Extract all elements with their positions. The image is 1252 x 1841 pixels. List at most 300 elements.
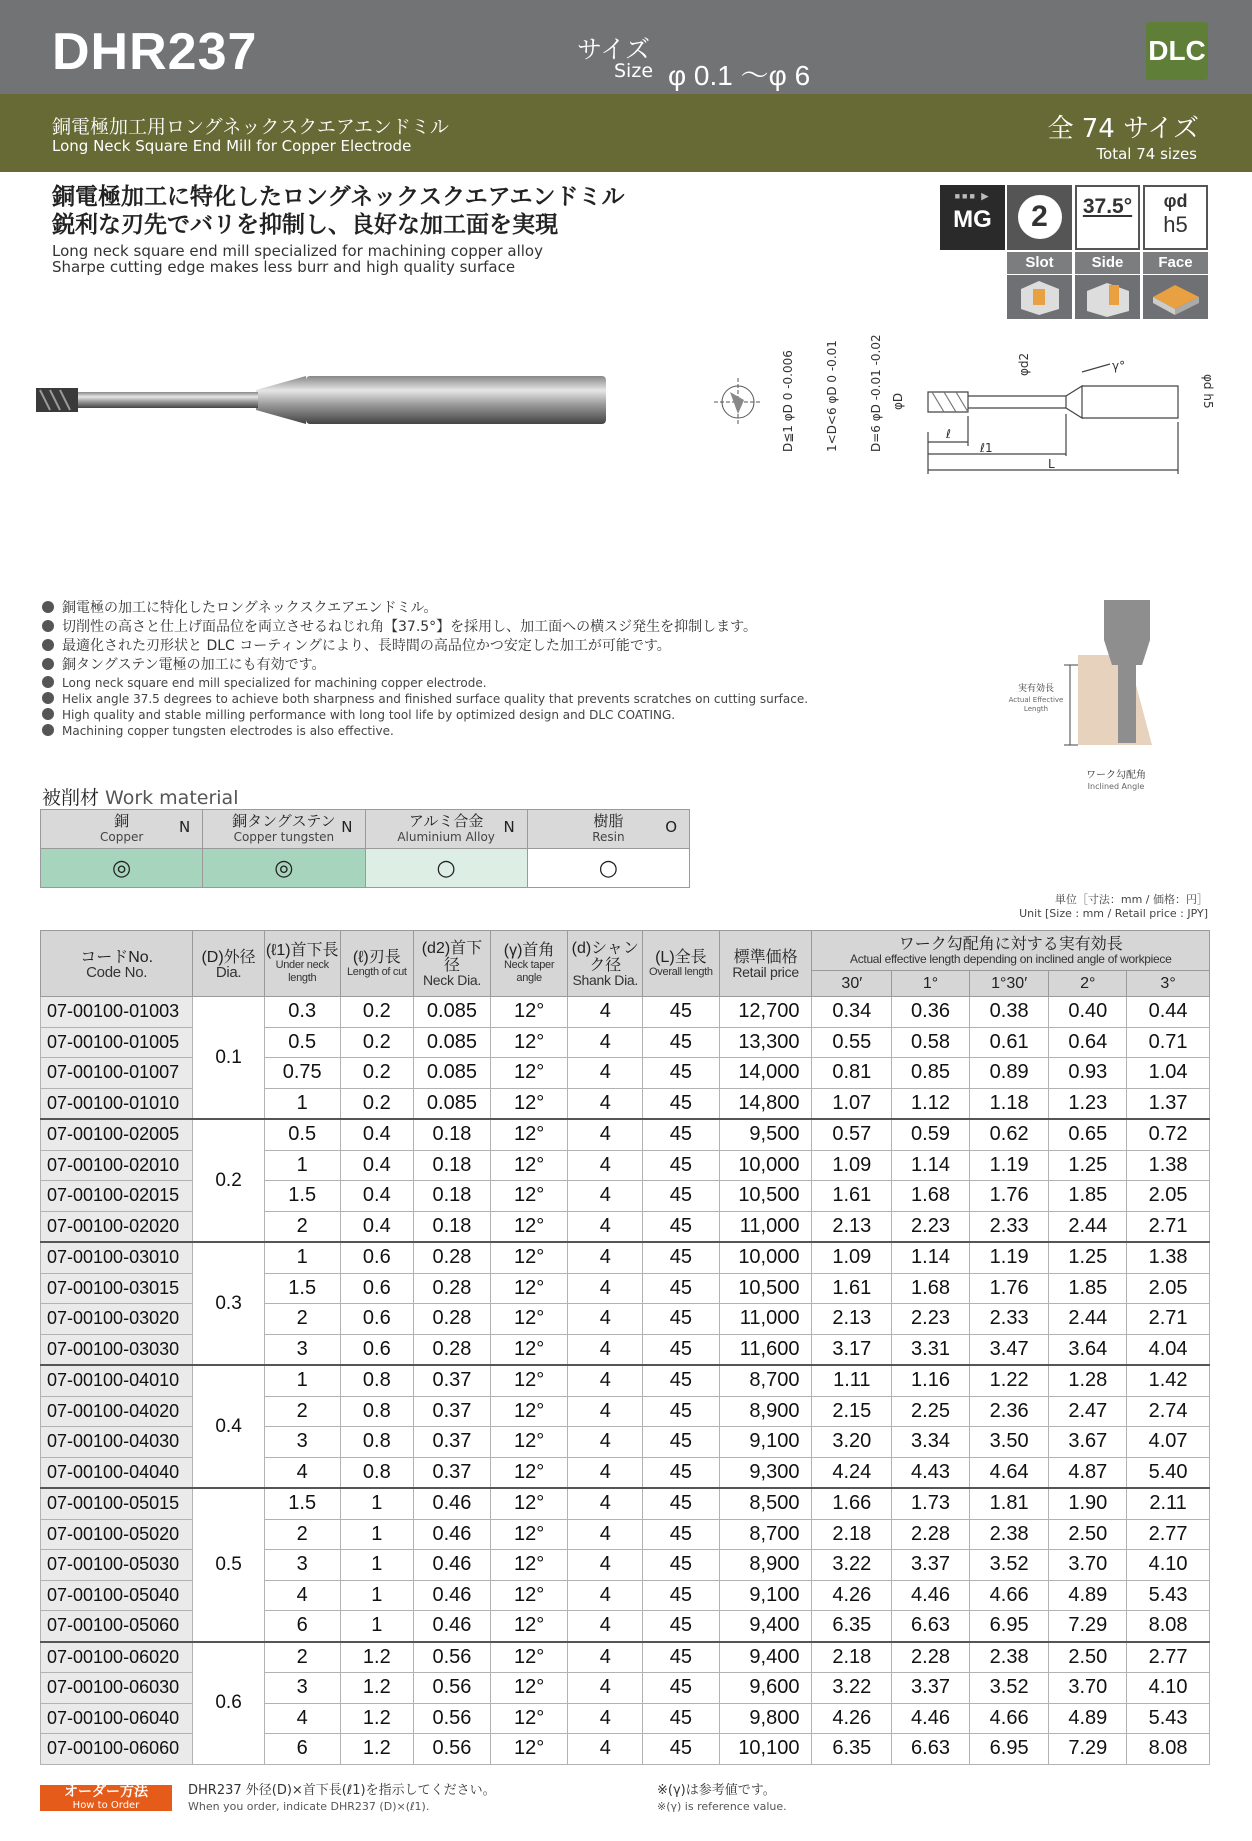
value-cell: 12° bbox=[490, 1580, 568, 1611]
value-cell: 4 bbox=[568, 1058, 643, 1089]
value-cell: 0.2 bbox=[340, 1027, 414, 1058]
value-cell: 45 bbox=[643, 1058, 720, 1089]
value-cell: 0.40 bbox=[1049, 997, 1127, 1028]
value-cell: 0.37 bbox=[414, 1427, 491, 1458]
inset-angle-en: Inclined Angle bbox=[1087, 782, 1145, 791]
size-range: φ 0.1 〜φ 6 bbox=[668, 60, 811, 91]
value-cell: 7.29 bbox=[1049, 1734, 1127, 1765]
value-cell: 3 bbox=[264, 1550, 340, 1581]
value-cell: 4 bbox=[568, 1734, 643, 1765]
face-label: Face bbox=[1143, 252, 1208, 274]
value-cell: 1 bbox=[340, 1550, 414, 1581]
value-cell: 0.56 bbox=[414, 1703, 491, 1734]
product-name-en: Long Neck Square End Mill for Copper Electrode bbox=[52, 137, 412, 155]
value-cell: 0.28 bbox=[414, 1242, 491, 1273]
value-cell: 3.70 bbox=[1049, 1550, 1127, 1581]
feature-jp-3: 最適化された刃形状と DLC コーティングにより、長時間の高品位かつ安定した加工が可能です。 bbox=[42, 637, 808, 656]
value-cell: 8.08 bbox=[1127, 1734, 1210, 1765]
price-cell: 9,100 bbox=[719, 1580, 812, 1611]
value-cell: 1 bbox=[340, 1519, 414, 1550]
value-cell: 4.26 bbox=[812, 1703, 892, 1734]
col-code: コードNo. Code No. bbox=[41, 931, 193, 997]
table-row bbox=[41, 1488, 1210, 1519]
value-cell: 12° bbox=[490, 1734, 568, 1765]
value-cell: 45 bbox=[643, 1488, 720, 1519]
dia-cell: 0.5 bbox=[193, 1488, 265, 1642]
value-cell: 0.18 bbox=[414, 1150, 491, 1181]
value-cell: 4 bbox=[568, 1027, 643, 1058]
dim-gamma: γ° bbox=[1112, 359, 1126, 373]
code-cell: 07-00100-02005 bbox=[41, 1119, 193, 1150]
value-cell: 6 bbox=[264, 1734, 340, 1765]
value-cell: 6.35 bbox=[812, 1734, 892, 1765]
value-cell: 2.74 bbox=[1127, 1396, 1210, 1427]
value-cell: 2 bbox=[264, 1304, 340, 1335]
col-price: 標準価格 Retail price bbox=[719, 931, 812, 997]
value-cell: 1.04 bbox=[1127, 1058, 1210, 1089]
value-cell: 3.70 bbox=[1049, 1673, 1127, 1704]
value-cell: 4 bbox=[568, 1427, 643, 1458]
price-cell: 9,400 bbox=[719, 1611, 812, 1642]
value-cell: 45 bbox=[643, 1273, 720, 1304]
value-cell: 0.5 bbox=[264, 1119, 340, 1150]
value-cell: 1.61 bbox=[812, 1181, 892, 1212]
value-cell: 0.75 bbox=[264, 1058, 340, 1089]
value-cell: 0.65 bbox=[1049, 1119, 1127, 1150]
table-row bbox=[41, 1242, 1210, 1273]
value-cell: 2.47 bbox=[1049, 1396, 1127, 1427]
price-cell: 8,700 bbox=[719, 1519, 812, 1550]
value-cell: 4.66 bbox=[969, 1703, 1049, 1734]
table-row bbox=[41, 1119, 1210, 1150]
value-cell: 3.52 bbox=[969, 1550, 1049, 1581]
price-cell: 11,000 bbox=[719, 1211, 812, 1242]
dim-dh5: φd h5 bbox=[1201, 374, 1215, 409]
value-cell: 6 bbox=[264, 1611, 340, 1642]
face-icon bbox=[1143, 275, 1208, 319]
value-cell: 12° bbox=[490, 1119, 568, 1150]
work-material-rating: ◎ bbox=[203, 849, 365, 888]
feature-en-4: Machining copper tungsten electrodes is also effective. bbox=[42, 723, 808, 739]
value-cell: 1.66 bbox=[812, 1488, 892, 1519]
price-cell: 11,000 bbox=[719, 1304, 812, 1335]
work-material-rating: ◎ bbox=[41, 849, 203, 888]
price-cell: 10,500 bbox=[719, 1273, 812, 1304]
headline-en bbox=[52, 243, 543, 275]
col-angle-30min: 30′ bbox=[812, 971, 892, 997]
work-material-rating: ○ bbox=[365, 849, 527, 888]
price-cell: 10,000 bbox=[719, 1150, 812, 1181]
code-cell: 07-00100-06060 bbox=[41, 1734, 193, 1765]
value-cell: 3.22 bbox=[812, 1673, 892, 1704]
value-cell: 0.8 bbox=[340, 1457, 414, 1488]
tool-photo bbox=[36, 358, 616, 448]
col-overall-length: (L)全長 Overall length bbox=[643, 931, 720, 997]
code-cell: 07-00100-04030 bbox=[41, 1427, 193, 1458]
value-cell: 0.62 bbox=[969, 1119, 1049, 1150]
value-cell: 1.25 bbox=[1049, 1242, 1127, 1273]
value-cell: 45 bbox=[643, 1734, 720, 1765]
value-cell: 4.87 bbox=[1049, 1457, 1127, 1488]
value-cell: 5.43 bbox=[1127, 1703, 1210, 1734]
code-cell: 07-00100-02010 bbox=[41, 1150, 193, 1181]
feature-en-3: High quality and stable milling performance with long tool life by optimized design and DLC COATING. bbox=[42, 707, 808, 723]
value-cell: 4 bbox=[568, 1181, 643, 1212]
col-angle-3deg: 3° bbox=[1127, 971, 1210, 997]
flute-count-icon: 2 bbox=[1007, 185, 1072, 250]
value-cell: 4 bbox=[568, 1673, 643, 1704]
value-cell: 1.85 bbox=[1049, 1273, 1127, 1304]
value-cell: 0.8 bbox=[340, 1396, 414, 1427]
value-cell: 2.77 bbox=[1127, 1519, 1210, 1550]
value-cell: 4.46 bbox=[892, 1580, 970, 1611]
price-cell: 11,600 bbox=[719, 1334, 812, 1365]
value-cell: 2.05 bbox=[1127, 1181, 1210, 1212]
value-cell: 0.46 bbox=[414, 1580, 491, 1611]
value-cell: 0.28 bbox=[414, 1273, 491, 1304]
value-cell: 4 bbox=[568, 997, 643, 1028]
value-cell: 0.59 bbox=[892, 1119, 970, 1150]
effective-length-diagram bbox=[1000, 595, 1200, 795]
value-cell: 0.18 bbox=[414, 1181, 491, 1212]
work-material-header: 銅 Copper N bbox=[41, 810, 203, 849]
value-cell: 12° bbox=[490, 1027, 568, 1058]
value-cell: 0.5 bbox=[264, 1027, 340, 1058]
value-cell: 0.34 bbox=[812, 997, 892, 1028]
value-cell: 0.64 bbox=[1049, 1027, 1127, 1058]
value-cell: 1.5 bbox=[264, 1273, 340, 1304]
value-cell: 12° bbox=[490, 1488, 568, 1519]
value-cell: 0.4 bbox=[340, 1119, 414, 1150]
value-cell: 2.15 bbox=[812, 1396, 892, 1427]
value-cell: 1.76 bbox=[969, 1273, 1049, 1304]
headline bbox=[52, 183, 624, 239]
dim-L: L bbox=[1048, 457, 1055, 471]
price-cell: 8,700 bbox=[719, 1365, 812, 1396]
feature-list bbox=[42, 599, 808, 739]
value-cell: 2.50 bbox=[1049, 1519, 1127, 1550]
col-under-neck: (ℓ1)首下長 Under neck length bbox=[264, 931, 340, 997]
value-cell: 45 bbox=[643, 1242, 720, 1273]
value-cell: 45 bbox=[643, 1642, 720, 1673]
value-cell: 45 bbox=[643, 1181, 720, 1212]
value-cell: 4.10 bbox=[1127, 1550, 1210, 1581]
value-cell: 2.28 bbox=[892, 1642, 970, 1673]
value-cell: 2.05 bbox=[1127, 1273, 1210, 1304]
value-cell: 1.18 bbox=[969, 1088, 1049, 1119]
value-cell: 0.085 bbox=[414, 1058, 491, 1089]
value-cell: 4 bbox=[568, 1519, 643, 1550]
price-cell: 9,400 bbox=[719, 1642, 812, 1673]
value-cell: 1.28 bbox=[1049, 1365, 1127, 1396]
value-cell: 3 bbox=[264, 1334, 340, 1365]
code-cell: 07-00100-05015 bbox=[41, 1488, 193, 1519]
value-cell: 0.56 bbox=[414, 1673, 491, 1704]
size-label-jp: サイズ bbox=[577, 35, 651, 64]
value-cell: 4 bbox=[568, 1242, 643, 1273]
value-cell: 45 bbox=[643, 1211, 720, 1242]
value-cell: 6.35 bbox=[812, 1611, 892, 1642]
value-cell: 2.44 bbox=[1049, 1211, 1127, 1242]
value-cell: 0.85 bbox=[892, 1058, 970, 1089]
slot-label: Slot bbox=[1007, 252, 1072, 274]
value-cell: 4 bbox=[568, 1088, 643, 1119]
value-cell: 2 bbox=[264, 1642, 340, 1673]
side-label: Side bbox=[1075, 252, 1140, 274]
value-cell: 4 bbox=[568, 1119, 643, 1150]
product-name-jp: 銅電極加工用ロングネックスクエアエンドミル bbox=[52, 116, 449, 138]
value-cell: 12° bbox=[490, 1058, 568, 1089]
code-cell: 07-00100-04010 bbox=[41, 1365, 193, 1396]
value-cell: 2.33 bbox=[969, 1211, 1049, 1242]
value-cell: 0.2 bbox=[340, 1058, 414, 1089]
value-cell: 4.24 bbox=[812, 1457, 892, 1488]
value-cell: 4 bbox=[568, 1703, 643, 1734]
headline-en-line-1: Long neck square end mill specialized for machining copper alloy bbox=[52, 242, 543, 260]
col-cut-length: (ℓ)刃長 Length of cut bbox=[340, 931, 414, 997]
value-cell: 0.38 bbox=[969, 997, 1049, 1028]
price-cell: 8,900 bbox=[719, 1550, 812, 1581]
value-cell: 45 bbox=[643, 1611, 720, 1642]
value-cell: 45 bbox=[643, 997, 720, 1028]
value-cell: 4.66 bbox=[969, 1580, 1049, 1611]
value-cell: 2 bbox=[264, 1519, 340, 1550]
value-cell: 4.07 bbox=[1127, 1427, 1210, 1458]
value-cell: 3.31 bbox=[892, 1334, 970, 1365]
price-cell: 8,900 bbox=[719, 1396, 812, 1427]
value-cell: 3.50 bbox=[969, 1427, 1049, 1458]
total-sizes-en: Total 74 sizes bbox=[1096, 145, 1197, 163]
table-row bbox=[41, 997, 1210, 1028]
value-cell: 12° bbox=[490, 1427, 568, 1458]
value-cell: 4 bbox=[568, 1642, 643, 1673]
value-cell: 1.19 bbox=[969, 1150, 1049, 1181]
value-cell: 0.6 bbox=[340, 1242, 414, 1273]
value-cell: 1.09 bbox=[812, 1242, 892, 1273]
value-cell: 4 bbox=[568, 1488, 643, 1519]
value-cell: 4 bbox=[264, 1457, 340, 1488]
value-cell: 4 bbox=[264, 1580, 340, 1611]
value-cell: 6.63 bbox=[892, 1734, 970, 1765]
value-cell: 0.2 bbox=[340, 1088, 414, 1119]
value-cell: 2.23 bbox=[892, 1211, 970, 1242]
dia-cell: 0.3 bbox=[193, 1242, 265, 1365]
product-table bbox=[40, 930, 1210, 1765]
unit-note: 単位［寸法：mm / 価格：円］ Unit [Size : mm / Retail price : JPY] bbox=[1019, 893, 1208, 920]
value-cell: 0.57 bbox=[812, 1119, 892, 1150]
reference-note: ※(γ)は参考値です。 ※(γ) is reference value. bbox=[657, 1783, 787, 1813]
how-to-order-badge: オーダー方法 How to Order bbox=[40, 1785, 172, 1811]
mg-icon: ■■■ ▶ MG bbox=[940, 185, 1005, 250]
value-cell: 2.11 bbox=[1127, 1488, 1210, 1519]
value-cell: 5.40 bbox=[1127, 1457, 1210, 1488]
value-cell: 0.28 bbox=[414, 1304, 491, 1335]
value-cell: 4 bbox=[568, 1273, 643, 1304]
value-cell: 12° bbox=[490, 1304, 568, 1335]
inset-angle-jp: ワーク勾配角 bbox=[1086, 770, 1146, 781]
code-cell: 07-00100-04020 bbox=[41, 1396, 193, 1427]
value-cell: 2.25 bbox=[892, 1396, 970, 1427]
value-cell: 7.29 bbox=[1049, 1611, 1127, 1642]
price-cell: 12,700 bbox=[719, 997, 812, 1028]
code-cell: 07-00100-01010 bbox=[41, 1088, 193, 1119]
value-cell: 6.63 bbox=[892, 1611, 970, 1642]
inset-eff-en1: Actual Effective bbox=[1008, 696, 1064, 704]
code-cell: 07-00100-03015 bbox=[41, 1273, 193, 1304]
value-cell: 3.17 bbox=[812, 1334, 892, 1365]
value-cell: 4.26 bbox=[812, 1580, 892, 1611]
value-cell: 0.61 bbox=[969, 1027, 1049, 1058]
value-cell: 0.3 bbox=[264, 997, 340, 1028]
value-cell: 0.37 bbox=[414, 1365, 491, 1396]
value-cell: 45 bbox=[643, 1580, 720, 1611]
value-cell: 1 bbox=[340, 1488, 414, 1519]
value-cell: 45 bbox=[643, 1150, 720, 1181]
value-cell: 1 bbox=[264, 1242, 340, 1273]
value-cell: 4.10 bbox=[1127, 1673, 1210, 1704]
price-cell: 9,300 bbox=[719, 1457, 812, 1488]
code-cell: 07-00100-03010 bbox=[41, 1242, 193, 1273]
value-cell: 0.8 bbox=[340, 1427, 414, 1458]
value-cell: 3.47 bbox=[969, 1334, 1049, 1365]
work-material-rating: ○ bbox=[527, 849, 689, 888]
value-cell: 2.71 bbox=[1127, 1304, 1210, 1335]
value-cell: 12° bbox=[490, 1642, 568, 1673]
value-cell: 3.20 bbox=[812, 1427, 892, 1458]
price-cell: 9,600 bbox=[719, 1673, 812, 1704]
value-cell: 1.38 bbox=[1127, 1150, 1210, 1181]
value-cell: 5.43 bbox=[1127, 1580, 1210, 1611]
value-cell: 4 bbox=[568, 1304, 643, 1335]
value-cell: 0.72 bbox=[1127, 1119, 1210, 1150]
value-cell: 1.2 bbox=[340, 1734, 414, 1765]
value-cell: 3 bbox=[264, 1673, 340, 1704]
value-cell: 0.085 bbox=[414, 1088, 491, 1119]
value-cell: 1.14 bbox=[892, 1242, 970, 1273]
value-cell: 1.5 bbox=[264, 1181, 340, 1212]
value-cell: 0.46 bbox=[414, 1611, 491, 1642]
value-cell: 1.2 bbox=[340, 1642, 414, 1673]
table-row bbox=[41, 1365, 1210, 1396]
dimension-drawing bbox=[710, 334, 1215, 490]
value-cell: 45 bbox=[643, 1427, 720, 1458]
value-cell: 3.22 bbox=[812, 1550, 892, 1581]
price-cell: 13,300 bbox=[719, 1027, 812, 1058]
dlc-badge: DLC bbox=[1146, 22, 1208, 80]
value-cell: 0.55 bbox=[812, 1027, 892, 1058]
price-cell: 14,000 bbox=[719, 1058, 812, 1089]
value-cell: 12° bbox=[490, 1088, 568, 1119]
value-cell: 6.95 bbox=[969, 1611, 1049, 1642]
value-cell: 4 bbox=[568, 1611, 643, 1642]
dim-l: ℓ bbox=[946, 427, 951, 441]
value-cell: 1.76 bbox=[969, 1181, 1049, 1212]
code-cell: 07-00100-05040 bbox=[41, 1580, 193, 1611]
col-dia: (D)外径 Dia. bbox=[193, 931, 265, 997]
value-cell: 0.4 bbox=[340, 1150, 414, 1181]
value-cell: 4 bbox=[264, 1703, 340, 1734]
value-cell: 0.18 bbox=[414, 1119, 491, 1150]
code-cell: 07-00100-04040 bbox=[41, 1457, 193, 1488]
value-cell: 2.44 bbox=[1049, 1304, 1127, 1335]
total-sizes-jp: 全 74 サイズ bbox=[1047, 114, 1199, 144]
value-cell: 0.93 bbox=[1049, 1058, 1127, 1089]
value-cell: 45 bbox=[643, 1457, 720, 1488]
value-cell: 4 bbox=[568, 1396, 643, 1427]
value-cell: 4.46 bbox=[892, 1703, 970, 1734]
dim-d: φD bbox=[891, 392, 905, 410]
value-cell: 2.23 bbox=[892, 1304, 970, 1335]
price-cell: 10,100 bbox=[719, 1734, 812, 1765]
value-cell: 0.6 bbox=[340, 1273, 414, 1304]
value-cell: 3 bbox=[264, 1427, 340, 1458]
value-cell: 4 bbox=[568, 1334, 643, 1365]
value-cell: 1.14 bbox=[892, 1150, 970, 1181]
price-cell: 10,000 bbox=[719, 1242, 812, 1273]
value-cell: 1.73 bbox=[892, 1488, 970, 1519]
value-cell: 0.8 bbox=[340, 1365, 414, 1396]
value-cell: 0.58 bbox=[892, 1027, 970, 1058]
work-material-header: 樹脂 Resin O bbox=[527, 810, 689, 849]
value-cell: 1.23 bbox=[1049, 1088, 1127, 1119]
value-cell: 0.6 bbox=[340, 1334, 414, 1365]
code-cell: 07-00100-01005 bbox=[41, 1027, 193, 1058]
dia-cell: 0.2 bbox=[193, 1119, 265, 1242]
value-cell: 0.4 bbox=[340, 1211, 414, 1242]
inset-eff-jp: 実有効長 bbox=[1017, 684, 1055, 694]
code-cell: 07-00100-02020 bbox=[41, 1211, 193, 1242]
feature-jp-4: 銅タングステン電極の加工にも有効です。 bbox=[42, 656, 808, 675]
value-cell: 1.5 bbox=[264, 1488, 340, 1519]
value-cell: 0.2 bbox=[340, 997, 414, 1028]
value-cell: 45 bbox=[643, 1519, 720, 1550]
dia-cell: 0.4 bbox=[193, 1365, 265, 1488]
value-cell: 0.81 bbox=[812, 1058, 892, 1089]
size-label-en: Size bbox=[614, 60, 654, 82]
code-cell: 07-00100-03030 bbox=[41, 1334, 193, 1365]
value-cell: 0.56 bbox=[414, 1734, 491, 1765]
work-material-header: 銅タングステン Copper tungsten N bbox=[203, 810, 365, 849]
dim-l1: ℓ1 bbox=[980, 441, 993, 455]
value-cell: 4.04 bbox=[1127, 1334, 1210, 1365]
value-cell: 2.13 bbox=[812, 1304, 892, 1335]
inset-eff-en2: Length bbox=[1023, 705, 1049, 713]
value-cell: 12° bbox=[490, 1242, 568, 1273]
value-cell: 1.25 bbox=[1049, 1150, 1127, 1181]
headline-en-line-2: Sharpe cutting edge makes less burr and high quality surface bbox=[52, 258, 516, 276]
value-cell: 1 bbox=[264, 1088, 340, 1119]
headline-line-2: 鋭利な刃先でバリを抑制し、良好な加工面を実現 bbox=[52, 212, 558, 238]
value-cell: 1.09 bbox=[812, 1150, 892, 1181]
value-cell: 45 bbox=[643, 1334, 720, 1365]
value-cell: 0.6 bbox=[340, 1304, 414, 1335]
value-cell: 2.71 bbox=[1127, 1211, 1210, 1242]
slot-icon bbox=[1007, 275, 1072, 319]
value-cell: 12° bbox=[490, 1211, 568, 1242]
value-cell: 1.16 bbox=[892, 1365, 970, 1396]
price-cell: 9,100 bbox=[719, 1427, 812, 1458]
value-cell: 45 bbox=[643, 1550, 720, 1581]
value-cell: 1 bbox=[264, 1365, 340, 1396]
value-cell: 2.50 bbox=[1049, 1642, 1127, 1673]
value-cell: 2 bbox=[264, 1396, 340, 1427]
code-cell: 07-00100-03020 bbox=[41, 1304, 193, 1335]
tolerance-2: 1<D<6 φD 0 -0.01 bbox=[825, 340, 839, 452]
feature-jp-1: 銅電極の加工に特化したロングネックスクエアエンドミル。 bbox=[42, 599, 808, 618]
value-cell: 2.13 bbox=[812, 1211, 892, 1242]
price-cell: 8,500 bbox=[719, 1488, 812, 1519]
col-shank-dia: (d)シャンク径 Shank Dia. bbox=[568, 931, 643, 997]
